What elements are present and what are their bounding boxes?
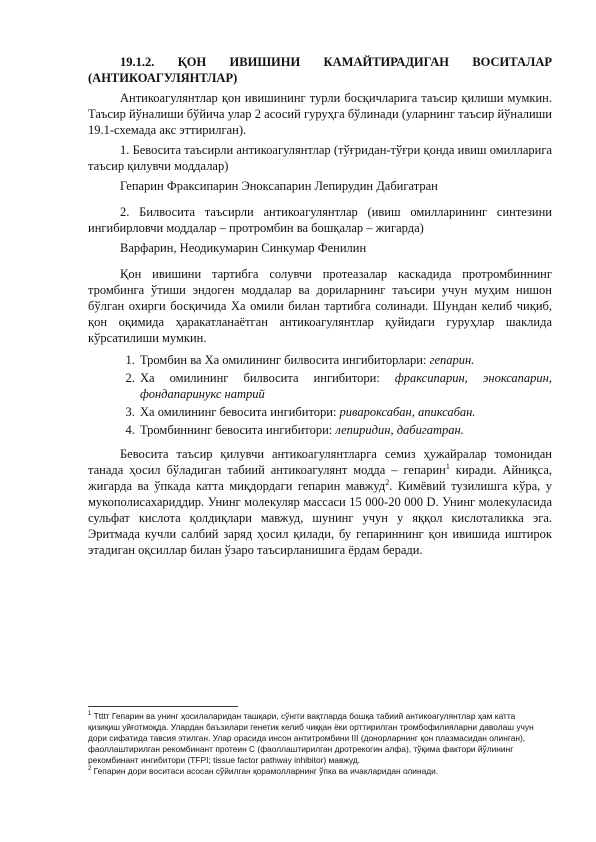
document-page	[88, 54, 552, 562]
drug-names: гепарин.	[429, 353, 475, 367]
footnote-ref-1: 1	[445, 461, 450, 471]
group2-drugs: Варфарин, Неодикумарин Синкумар Фенилин	[120, 241, 367, 255]
list-item: 1. Тромбин ва Ха омилининг билвосита ингибиторлари: гепарин.	[138, 352, 552, 368]
intro-paragraph: Антикоагулянтлар қон ивишининг турли босқичларига таъсир қилиши мумкин. Таъсир йўналиши бўйича улар 2 асосий гуруҳга бўлинади (уларнинг таъсир йўналиши 19.1-схемада акс эттирилган).	[88, 91, 552, 137]
list-item: 3. Ха омилининг бевосита ингибитори: ривароксабан, апиксабан.	[138, 404, 552, 420]
list-item: 2. Ха омилининг билвосита ингибитори: фраксипарин, эноксапарин, фондапаринукс натрий	[138, 370, 552, 402]
group2-paragraph: 2. Билвосита таъсирли антикоагулянтлар (ивиш омилларининг синтезини ингибирловчи моддалар – протромбин ва бошқалар – жигарда)	[88, 205, 552, 235]
list-item: 4. Тромбиннинг бевосита ингибитори: лепиридин, дабигатран.	[138, 422, 552, 438]
footnote-2: $^2$ Гепарин дори воситаси асосан сўйилган қорамолларнинг ўпка ва ичакларидан олинади.	[88, 766, 439, 776]
group1-drugs: Гепарин Фраксипарин Эноксапарин Лепирудин Дабигатран	[120, 179, 438, 193]
footnote-divider	[88, 706, 238, 707]
drug-names: фраксипарин, эноксапарин, фондапаринукс натрий	[140, 371, 552, 401]
footnotes	[88, 711, 548, 777]
cascade-paragraph: Қон ивишини тартибга солувчи протеазалар каскадида протромбиннинг тромбинга ўтиши эндоген моддалар ва дориларнинг таъсири учун муҳим нишон бўлган охирги босқичида Ха омили билан тартибга солинади. Шундан келиб чиқиб, қон оқимида ҳаракатланаётган антикоагулянтлар қуйидаги гуруҳлар шаклида кўрсатилиши мумкин.	[88, 267, 552, 345]
section-heading: 19.1.2. ҚОН ИВИШИНИ КАМАЙТИРАДИГАН ВОСИТАЛАР (АНТИКОАГУЛЯНТЛАР)	[88, 55, 552, 85]
group1-paragraph: 1. Бевосита таъсирли антикоагулянтлар (тўғридан-тўғри қонда ивиш омилларига таъсир қилувчи моддалар)	[88, 143, 552, 173]
footnote-1: $^1$ Тtttт Гепарин ва унинг ҳосилаларидан ташқари, сўнгги вақтларда бошқа табиий антикоагулянтлар ҳам катта қизиқиш уйғотмоқда. Улардан баъзилари генетик келиб чиққан ёки орттирилган тромбофилияларни даволаш учун дори сифатида тавсия этилган. Улар орасида инсон антитромбини III (донорларнинг қон плазмасидан олинган), фаоллаштирилган рекомбинант протеин С (фаоллаштирилган дротрекогин алфа), тўқима фактори йўлининг рекомбинант ингибитори (TFPI; tissue factor pathway inhibitor) мавжуд.	[88, 711, 534, 765]
drug-names: лепиридин, дабигатран.	[335, 423, 464, 437]
footnote-ref-2: 2	[385, 477, 390, 487]
inhibitor-list	[88, 352, 552, 438]
heparin-paragraph: Бевосита таъсир қилувчи антикоагулянтларга семиз ҳужайралар томонидан танада ҳосил бўладиган табиий антикоагулянт модда – гепарин$^1$ киради. Айниқса, жигарда ва ўпкада катта миқдордаги гепарин мавжуд$^2$. Кимёвий тузилишга кўра, у мукополисахариддир. Унинг молекуляр массаси 15 000-20 000 D. Унинг молекуласида сульфат кислота қолдиқлари мавжуд, шунинг учун у яққол кислоталикка эга. Эритмада кучли салбий заряд ҳосил қилади, бу гепариннинг қон ивишида иштирок этадиган оқсиллар билан ўзаро таъсирланишига ёрдам беради.	[88, 447, 553, 557]
drug-names: ривароксабан, апиксабан.	[339, 405, 476, 419]
